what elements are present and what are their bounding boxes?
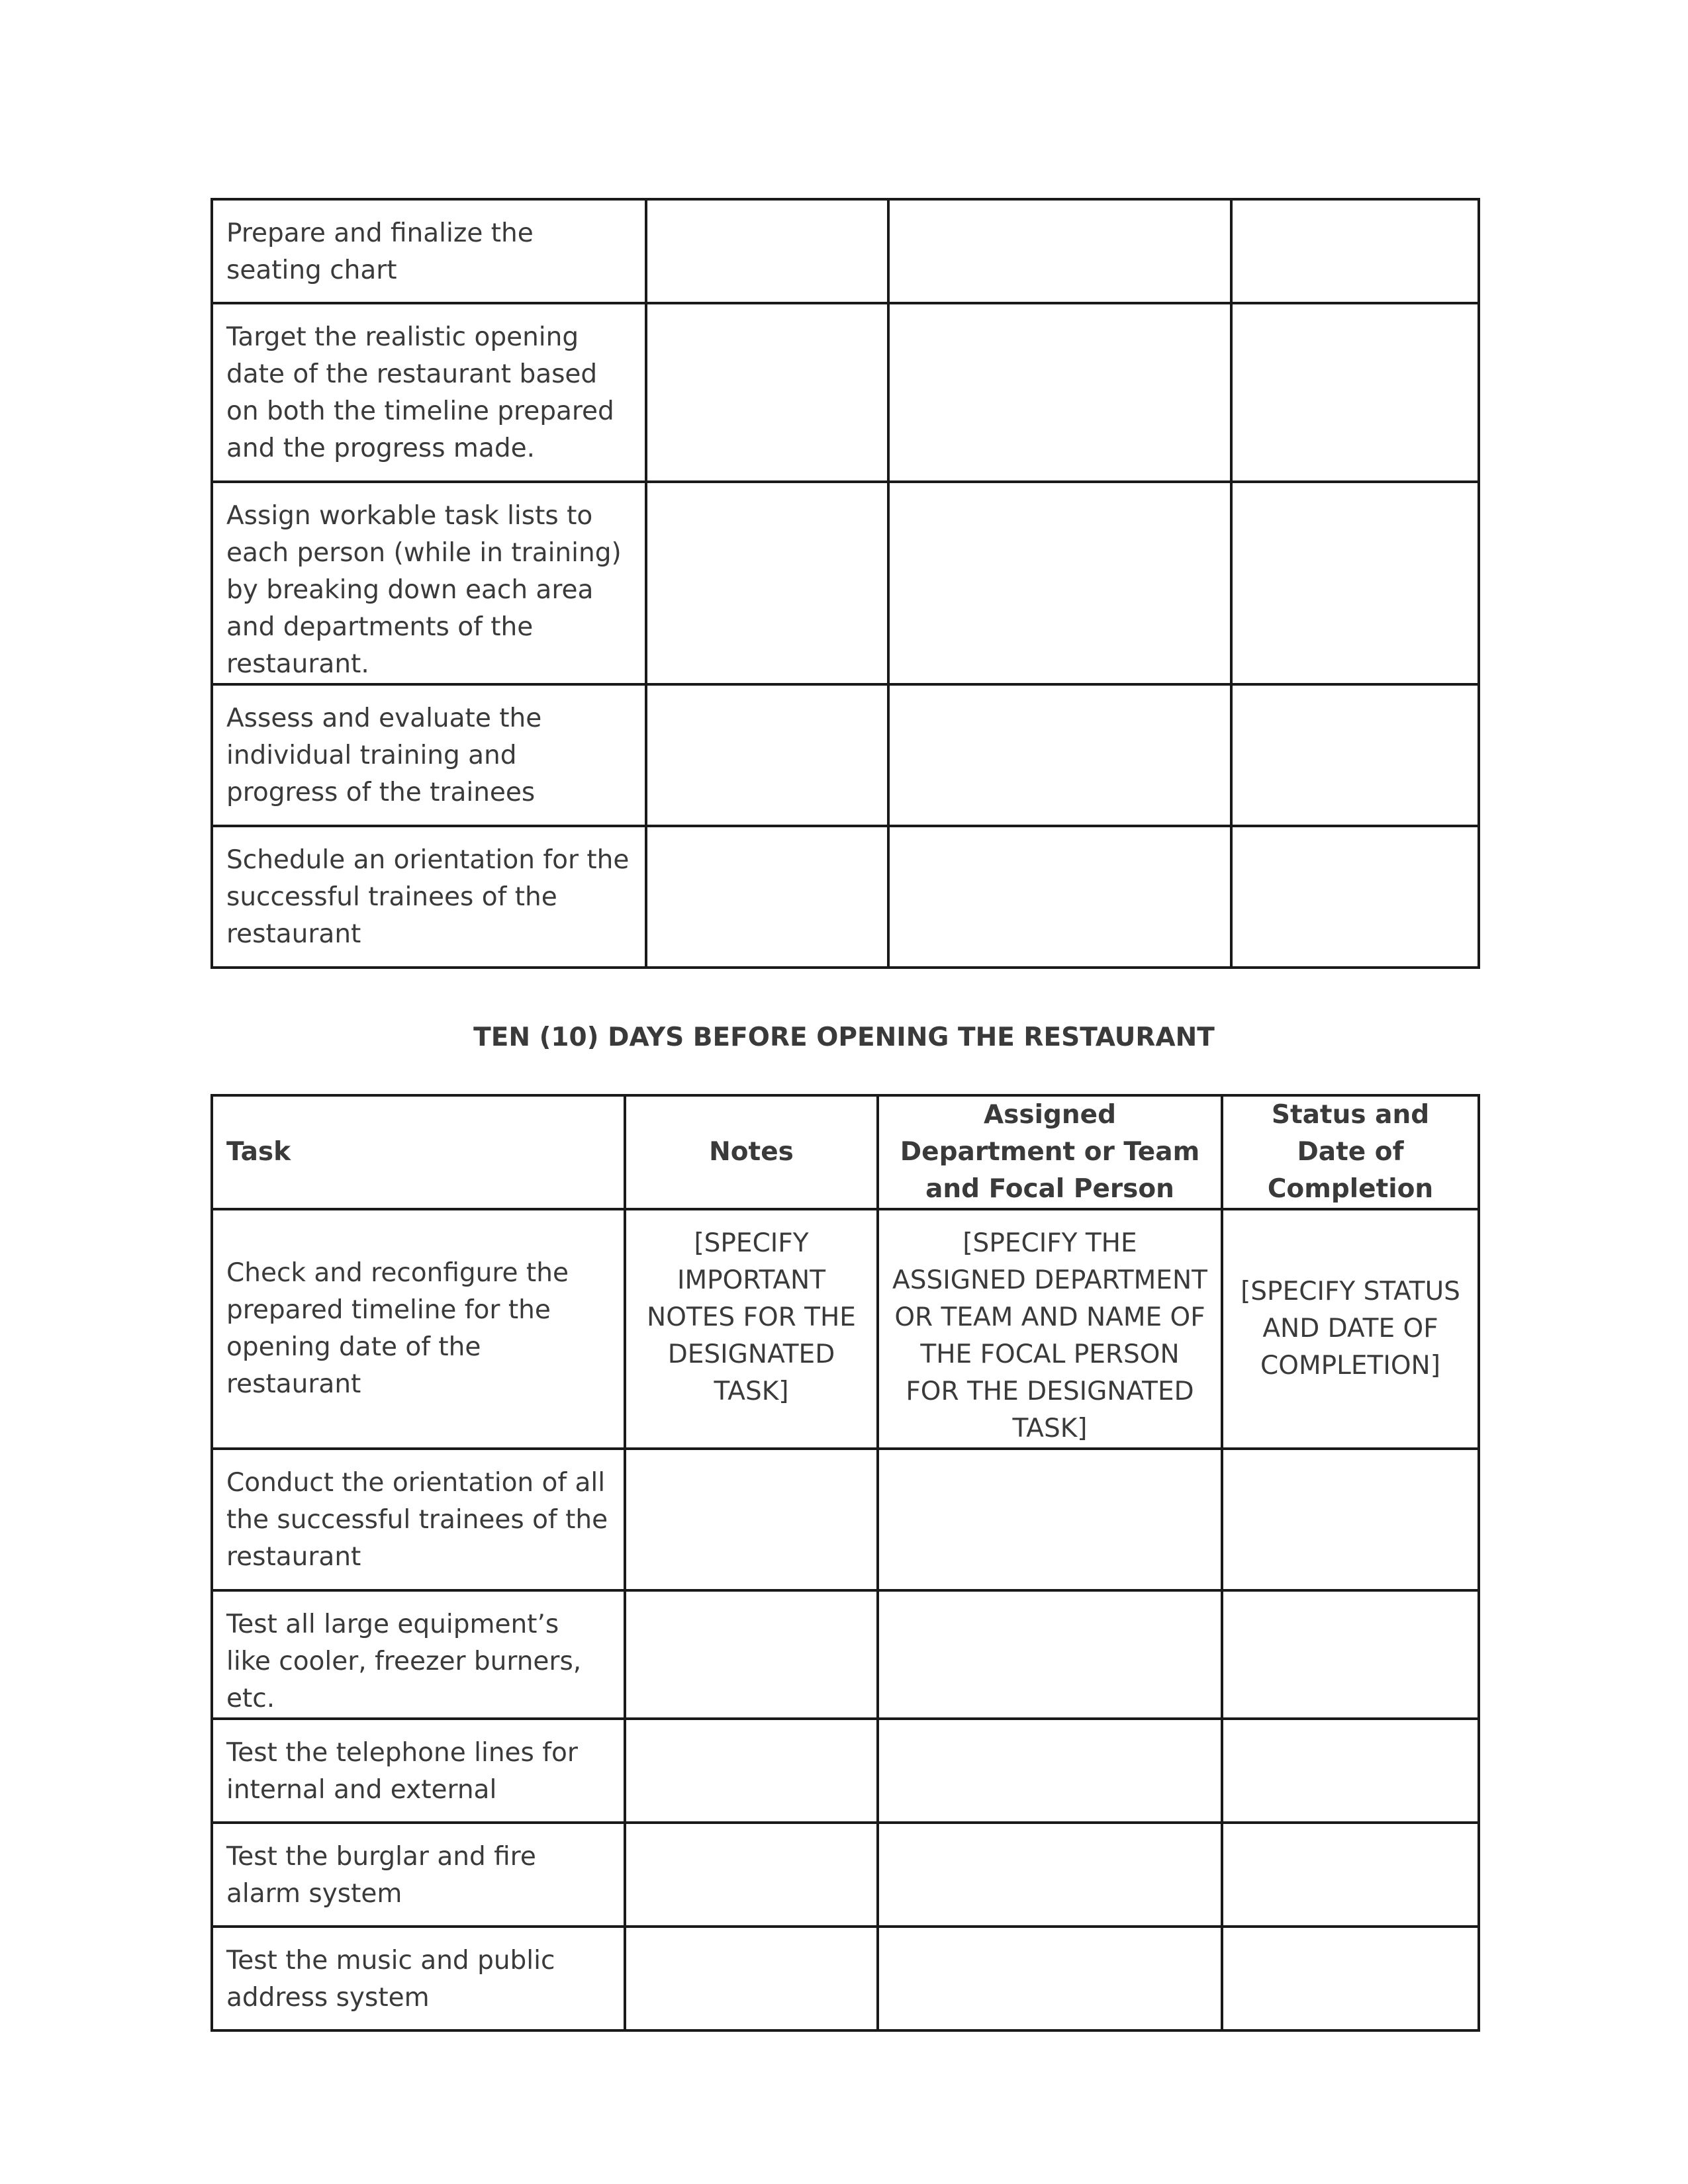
assigned-cell (878, 1719, 1222, 1823)
table-row (212, 1719, 1479, 1823)
notes-cell (646, 303, 888, 482)
status-placeholder: [SPECIFY STATUS AND DATE OF COMPLETION] (1222, 1209, 1479, 1449)
assigned-cell (888, 826, 1231, 968)
assigned-cell (888, 303, 1231, 482)
assigned-cell (888, 482, 1231, 684)
section-title: TEN (10) DAYS BEFORE OPENING THE RESTAURANT (473, 1023, 1215, 1052)
task-cell: Target the realistic opening date of the restaurant based on both the timeline prepared and the progress made. (212, 303, 646, 482)
task-table (211, 1094, 1480, 2032)
status-cell (1222, 1449, 1479, 1590)
column-header-status: Status and Date of Completion (1222, 1095, 1479, 1209)
table-row (212, 684, 1479, 826)
assigned-cell (878, 1823, 1222, 1927)
table-row (212, 199, 1479, 303)
task-cell: Test the music and public address system (212, 1927, 625, 2030)
status-cell (1231, 684, 1479, 826)
column-header-assigned: Assigned Department or Team and Focal Person (878, 1095, 1222, 1209)
notes-cell (625, 1719, 878, 1823)
table-row (212, 1590, 1479, 1719)
task-cell: Conduct the orientation of all the successful trainees of the restaurant (212, 1449, 625, 1590)
task-table-continued (211, 198, 1480, 969)
notes-cell (625, 1927, 878, 2030)
notes-cell (646, 826, 888, 968)
column-header-task: Task (212, 1095, 625, 1209)
task-cell: Test the burglar and fire alarm system (212, 1823, 625, 1927)
assigned-cell (888, 199, 1231, 303)
assigned-cell (888, 684, 1231, 826)
notes-cell (625, 1590, 878, 1719)
status-cell (1222, 1590, 1479, 1719)
assigned-placeholder: [SPECIFY THE ASSIGNED DEPARTMENT OR TEAM AND NAME OF THE FOCAL PERSON FOR THE DESIGNATED TASK] (878, 1209, 1222, 1449)
column-header-notes: Notes (625, 1095, 878, 1209)
table-row (212, 1209, 1479, 1449)
assigned-cell (878, 1927, 1222, 2030)
task-cell: Test all large equipment’s like cooler, freezer burners, etc. (212, 1590, 625, 1719)
task-cell: Prepare and finalize the seating chart (212, 199, 646, 303)
table-header-row (212, 1095, 1479, 1209)
status-cell (1231, 482, 1479, 684)
status-cell (1222, 1823, 1479, 1927)
notes-cell (625, 1823, 878, 1927)
notes-cell (646, 199, 888, 303)
task-cell: Check and reconfigure the prepared timeline for the opening date of the restaurant (212, 1209, 625, 1449)
task-cell: Test the telephone lines for internal and external (212, 1719, 625, 1823)
task-cell: Schedule an orientation for the successful trainees of the restaurant (212, 826, 646, 968)
notes-cell (646, 684, 888, 826)
notes-placeholder: [SPECIFY IMPORTANT NOTES FOR THE DESIGNATED TASK] (625, 1209, 878, 1449)
status-cell (1231, 303, 1479, 482)
notes-cell (646, 482, 888, 684)
table-row (212, 1823, 1479, 1927)
task-cell: Assess and evaluate the individual training and progress of the trainees (212, 684, 646, 826)
assigned-cell (878, 1590, 1222, 1719)
table-row (212, 303, 1479, 482)
status-cell (1222, 1927, 1479, 2030)
status-cell (1231, 199, 1479, 303)
table-row (212, 482, 1479, 684)
status-cell (1231, 826, 1479, 968)
status-cell (1222, 1719, 1479, 1823)
table-row (212, 1927, 1479, 2030)
assigned-cell (878, 1449, 1222, 1590)
table-row (212, 826, 1479, 968)
table-row (212, 1449, 1479, 1590)
task-cell: Assign workable task lists to each person (while in training) by breaking down each area and departments of the restaurant. (212, 482, 646, 684)
notes-cell (625, 1449, 878, 1590)
